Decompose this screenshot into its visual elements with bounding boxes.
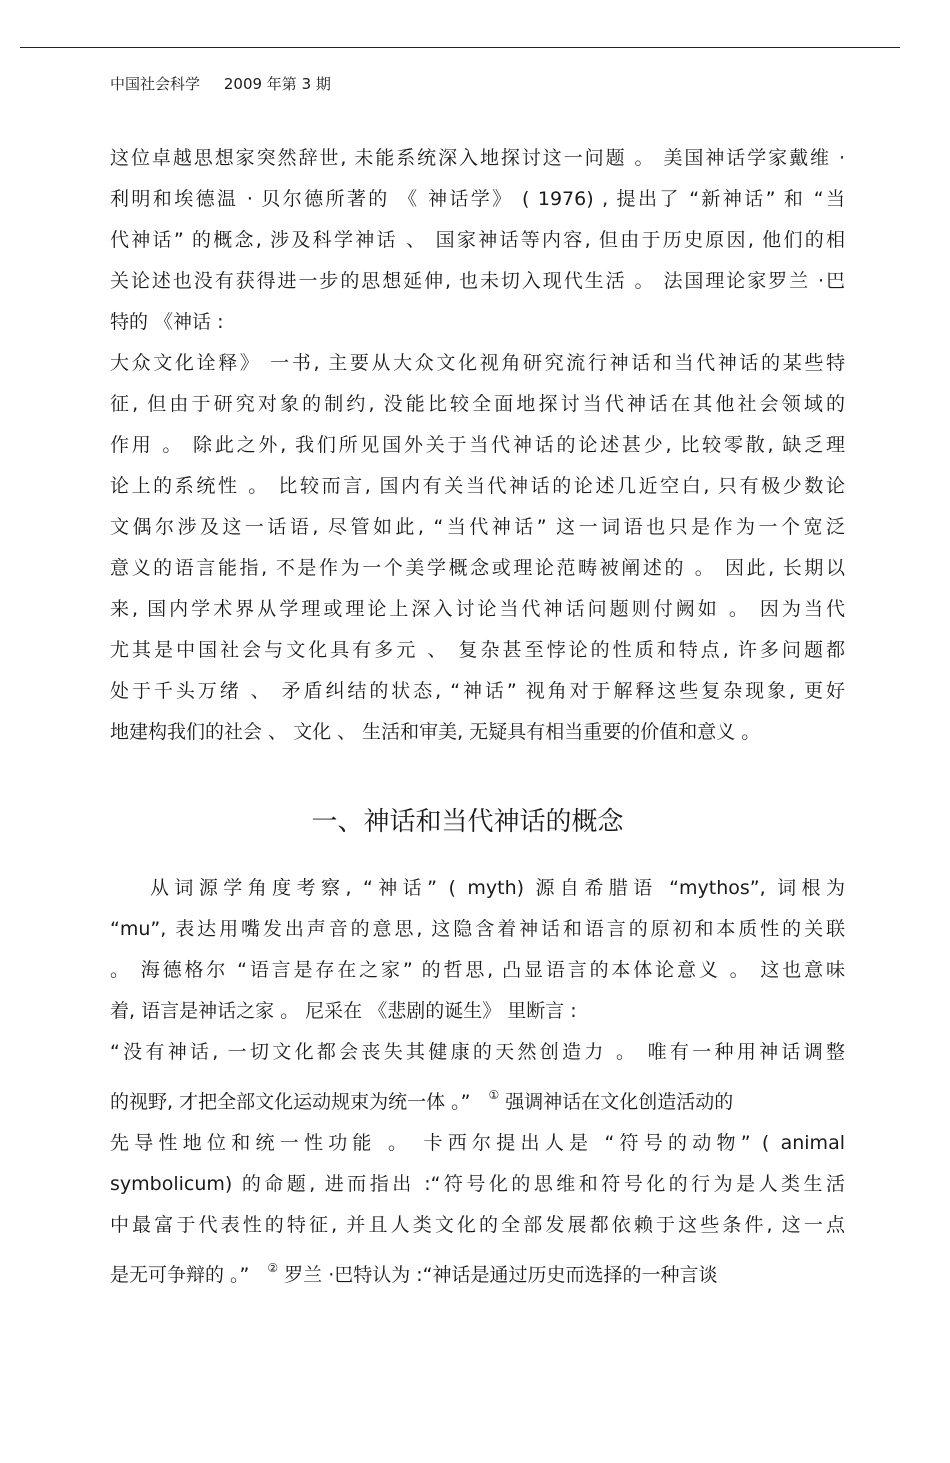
text-line: symbolicum) 的命题, 进而指出 :“符号化的思维和符号化的行为是人类生活 [110, 1173, 845, 1195]
text-segment: 强调神话在文化创造活动的 [505, 1091, 734, 1113]
text-line: 。 海德格尔 “语言是存在之家” 的哲思, 凸显语言的本体论意义 。 这也意味 [110, 959, 845, 981]
text-line: “没有神话, 一切文化都会丧失其健康的天然创造力 。 唯有一种用神话调整 [110, 1041, 845, 1063]
text-line: 特的 《神话 : [110, 311, 224, 333]
text-segment: 的视野, 才把全部文化运动规束为统一体 。” [110, 1091, 471, 1113]
text-segment: 罗兰 ·巴特认为 :“神话是通过历史而选择的一种言谈 [284, 1264, 718, 1286]
text-line: 地建构我们的社会 、 文化 、 生活和审美, 无疑具有相当重要的价值和意义 。 [110, 721, 761, 743]
text-line: 中最富于代表性的特征, 并且人类文化的全部发展都依赖于这些条件, 这一点 [110, 1214, 845, 1236]
text-line: 征, 但由于研究对象的制约, 没能比较全面地探讨当代神话在其他社会领域的 [110, 393, 845, 415]
text-line: 文偶尔涉及这一话语, 尽管如此, “当代神话” 这一词语也只是作为一个宽泛 [110, 516, 845, 538]
text-line: 意义的语言能指, 不是作为一个美学概念或理论范畴被阐述的 。 因此, 长期以 [110, 557, 845, 579]
footnote-ref-1[interactable]: ① [488, 1088, 500, 1102]
text-line: “mu”, 表达用嘴发出声音的意思, 这隐含着神话和语言的原初和本质性的关联 [110, 918, 845, 940]
text-line: 大众文化诠释》 一书, 主要从大众文化视角研究流行神话和当代神话的某些特 [110, 352, 845, 374]
text-line: 从词源学角度考察, “神话” ( myth) 源自希腊语 “mythos”, 词根为 [150, 877, 845, 899]
footnote-ref-2[interactable]: ② [267, 1261, 279, 1275]
text-line: 这位卓越思想家突然辞世, 未能系统深入地探讨这一问题 。 美国神话学家戴维 · [110, 147, 845, 169]
text-line: 尤其是中国社会与文化具有多元 、 复杂甚至悖论的性质和特点, 许多问题都 [110, 639, 845, 661]
text-line: 论上的系统性 。 比较而言, 国内有关当代神话的论述几近空白, 只有极少数论 [110, 475, 845, 497]
text-line: 先导性地位和统一性功能 。 卡西尔提出人是 “符号的动物” ( animal [110, 1132, 845, 1154]
issue-number: 2009 年第 3 期 [223, 75, 331, 93]
text-line: 作用 。 除此之外, 我们所见国外关于当代神话的论述甚少, 比较零散, 缺乏理 [110, 434, 845, 456]
text-line: 代神话” 的概念, 涉及科学神话 、 国家神话等内容, 但由于历史原因, 他们的相 [110, 229, 845, 251]
text-line-footnote-1 [110, 1073, 845, 1123]
text-line: 来, 国内学术界从学理或理论上深入讨论当代神话问题则付阙如 。 因为当代 [110, 598, 845, 620]
text-line: 处于千头万绪 、 矛盾纠结的状态, “神话” 视角对于解释这些复杂现象, 更好 [110, 680, 845, 702]
paragraph-intro [110, 138, 845, 753]
text-line: 利明和埃德温 · 贝尔德所著的 《 神话学》 ( 1976) , 提出了 “新神话” 和 “当 [110, 188, 845, 210]
running-header [110, 73, 331, 95]
text-line-footnote-2 [110, 1246, 845, 1296]
paragraph-myth-concept [110, 868, 845, 1296]
text-line: 着, 语言是神话之家 。 尼采在 《悲剧的诞生》 里断言 : [110, 1000, 577, 1022]
text-segment: 是无可争辩的 。” [110, 1264, 250, 1286]
text-line: 关论述也没有获得进一步的思想延伸, 也未切入现代生活 。 法国理论家罗兰 ·巴 [110, 270, 845, 292]
header-rule [20, 47, 900, 48]
journal-title: 中国社会科学 [110, 75, 201, 93]
section-heading: 一、神话和当代神话的概念 [311, 807, 624, 837]
